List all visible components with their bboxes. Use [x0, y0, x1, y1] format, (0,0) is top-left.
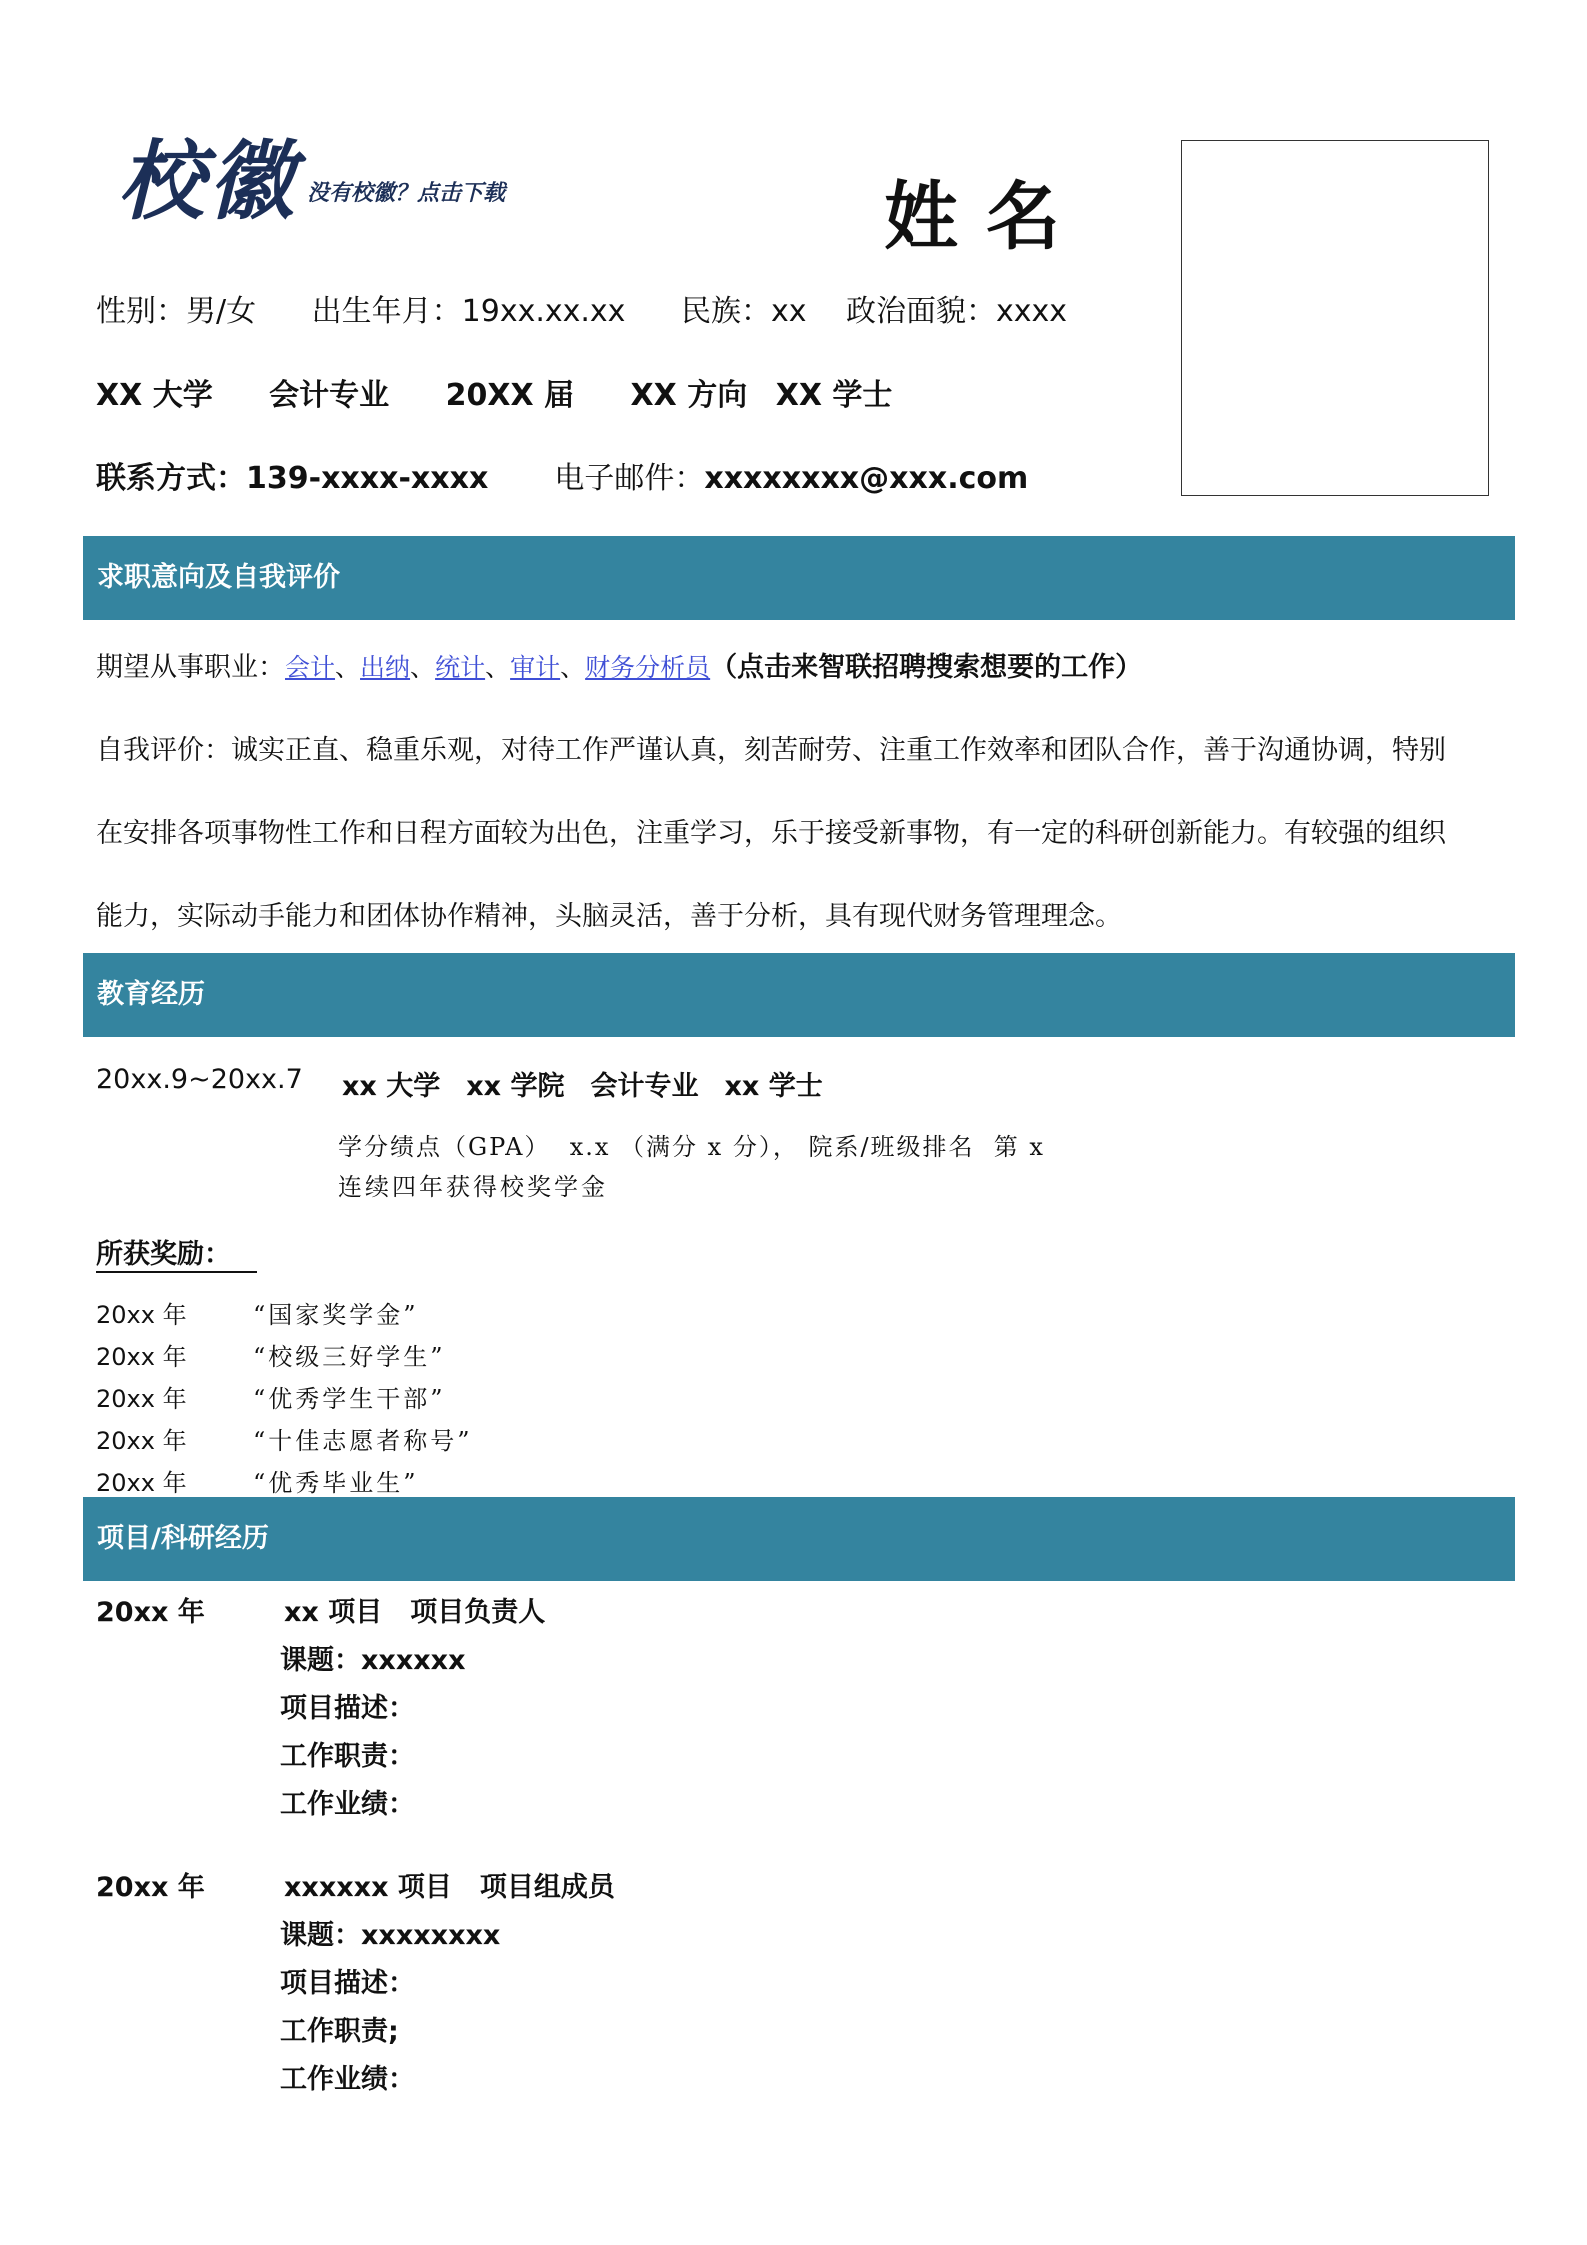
job-link-statistics[interactable]: 统计 [435, 653, 486, 682]
award-name: “十佳志愿者称号” [253, 1427, 473, 1455]
contact-row [96, 453, 1074, 497]
project-topic: 课题：xxxxxx [280, 1645, 466, 1676]
project-year: 20xx 年 [96, 1872, 205, 1903]
edu-college: xx 学院 [466, 1071, 565, 1102]
summary-major: 会计专业 [269, 378, 390, 413]
project-duty: 工作职责; [280, 2016, 399, 2047]
phone-value: 139-xxxx-xxxx [246, 461, 489, 496]
project-role: 项目负责人 [410, 1597, 546, 1628]
separator: 、 [560, 653, 586, 682]
award-item [96, 1295, 419, 1330]
edu-degree: xx 学士 [724, 1071, 823, 1102]
award-item [96, 1337, 446, 1372]
award-year: 20xx 年 [96, 1427, 187, 1455]
job-link-cashier[interactable]: 出纳 [360, 653, 411, 682]
summary-direction: XX 方向 [630, 378, 748, 413]
award-name: “校级三好学生” [253, 1343, 446, 1371]
separator: 、 [410, 653, 436, 682]
email-label: 电子邮件： [554, 461, 705, 496]
award-year: 20xx 年 [96, 1301, 187, 1329]
project-title: xxxxxx 项目 [284, 1872, 452, 1903]
school-logo[interactable]: 校徽 [118, 131, 298, 232]
email-value: xxxxxxxx@xxx.com [704, 461, 1029, 496]
photo-placeholder[interactable] [1181, 140, 1489, 496]
edu-scholarship-line: 连续四年获得校奖学金 [338, 1173, 608, 1201]
summary-school: XX 大学 [96, 378, 213, 413]
birth-field: 出生年月：19xx.xx.xx [311, 294, 626, 329]
candidate-name: 姓名 [884, 174, 1088, 260]
project-result: 工作业绩： [280, 1789, 415, 1820]
award-item [96, 1463, 419, 1498]
job-link-audit[interactable]: 审计 [510, 653, 561, 682]
award-name: “国家奖学金” [253, 1301, 419, 1329]
logo-download-hint[interactable]: 没有校徽？点击下载 [307, 180, 506, 206]
job-intent-label: 期望从事职业： [96, 652, 285, 683]
project-topic: 课题：xxxxxxxx [280, 1920, 501, 1951]
self-eval-line: 能力，实际动手能力和团体协作精神，头脑灵活，善于分析，具有现代财务管理理念。 [96, 901, 1122, 932]
award-name: “优秀毕业生” [253, 1469, 419, 1497]
award-name: “优秀学生干部” [253, 1385, 446, 1413]
job-link-accounting[interactable]: 会计 [285, 653, 336, 682]
edu-school: xx 大学 [342, 1071, 441, 1102]
project-desc: 项目描述： [280, 1968, 415, 1999]
award-item [96, 1379, 446, 1414]
project-year: 20xx 年 [96, 1597, 205, 1628]
award-year: 20xx 年 [96, 1385, 187, 1413]
project-title: xx 项目 [284, 1597, 383, 1628]
project-role: 项目组成员 [479, 1872, 615, 1903]
project-result: 工作业绩： [280, 2064, 415, 2095]
self-eval-line: 自我评价：诚实正直、稳重乐观，对待工作严谨认真，刻苦耐劳、注重工作效率和团队合作，善于沟通协调，特别 [96, 735, 1446, 766]
award-year: 20xx 年 [96, 1469, 187, 1497]
self-eval-line: 在安排各项事物性工作和日程方面较为出色，注重学习，乐于接受新事物，有一定的科研创新能力。有较强的组织 [96, 818, 1446, 849]
edu-period: 20xx.9~20xx.7 [96, 1064, 303, 1095]
summary-degree: XX 学士 [775, 378, 893, 413]
award-item [96, 1421, 473, 1456]
award-year: 20xx 年 [96, 1343, 187, 1371]
political-status-field: 政治面貌：xxxx [846, 294, 1068, 329]
gender-field: 性别：男/女 [96, 294, 257, 329]
personal-info-row [96, 286, 1113, 330]
awards-title: 所获奖励： [96, 1232, 257, 1273]
project-desc: 项目描述： [280, 1693, 415, 1724]
edu-main-row [342, 1064, 823, 1103]
contact-label: 联系方式： [96, 461, 246, 496]
job-link-financial-analyst[interactable]: 财务分析员 [585, 653, 711, 682]
ethnicity-field: 民族：xx [680, 294, 807, 329]
job-intent-row [96, 645, 1142, 684]
project-duty: 工作职责： [280, 1741, 415, 1772]
job-search-hint[interactable]: （点击来智联招聘搜索想要的工作） [710, 652, 1143, 683]
project-title-row [284, 1590, 545, 1629]
education-summary-row [96, 370, 938, 414]
section-header-intent: 求职意向及自我评价 [83, 536, 1515, 620]
summary-class: 20XX 届 [445, 378, 575, 413]
edu-major: 会计专业 [590, 1071, 699, 1102]
separator: 、 [335, 653, 361, 682]
project-title-row [284, 1865, 615, 1904]
edu-gpa-line: 学分绩点（GPA） x.x （满分 x 分）， 院系/班级排名 第 x [338, 1133, 1045, 1161]
section-header-education: 教育经历 [83, 953, 1515, 1037]
section-header-projects: 项目/科研经历 [83, 1497, 1515, 1581]
separator: 、 [485, 653, 511, 682]
